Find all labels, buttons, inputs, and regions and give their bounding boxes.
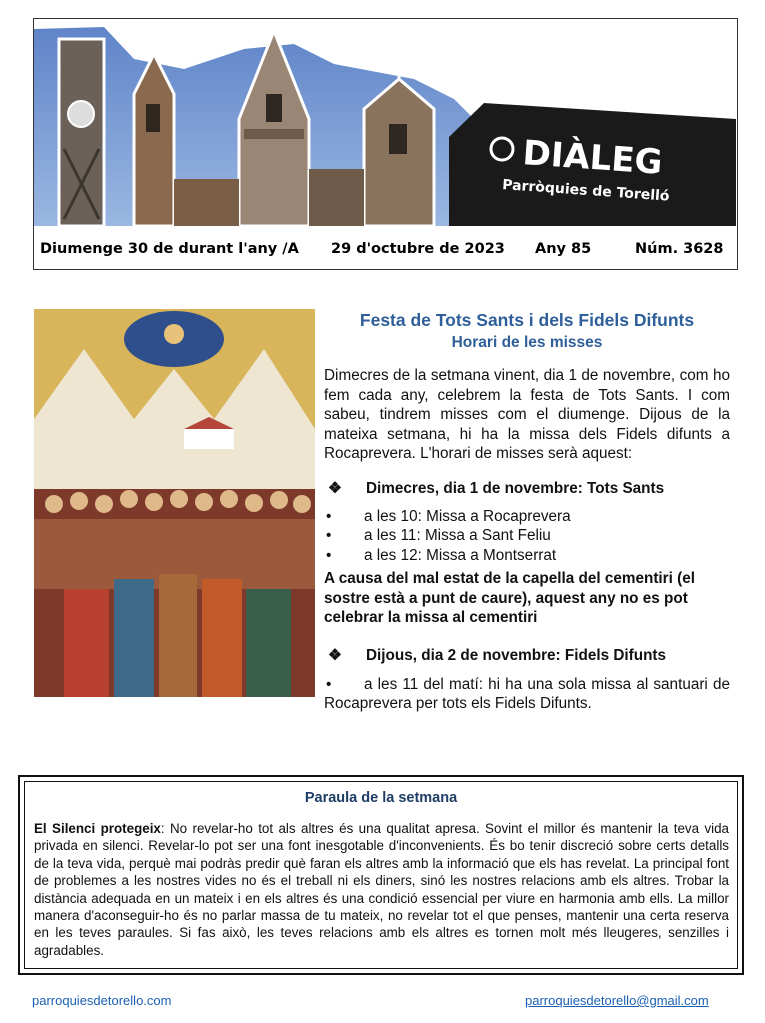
all-saints-icon-image: [34, 309, 315, 697]
issue-info-row: [34, 229, 736, 269]
paraula-box: [18, 775, 744, 975]
article-all-saints: [324, 308, 730, 714]
issue-date: 29 d'octubre de 2023: [331, 241, 505, 257]
liturgical-sunday: Diumenge 30 de durant l'any /A: [40, 241, 299, 257]
day1-label: Dimecres, dia 1 de novembre: Tots Sants: [366, 479, 665, 497]
bullet-icon: •: [326, 507, 332, 525]
day2-mass: • a les 11 del matí: hi ha una sola missa al santuari de Rocaprevera per tots els Fidels Difunts.: [324, 675, 730, 712]
diamond-bullet-icon: ❖: [328, 646, 342, 664]
cemetery-warning: A causa del mal estat de la capella del cementiri (el sostre està a punt de caure), aquest any no es pot celebrar la missa al cementiri: [324, 570, 695, 626]
paraula-body: : No revelar-ho tot als altres és una qualitat apresa. Sovint el millor és mantenir la teva vida privada en silenci. Revelar-lo pot ser una font inesgotable d'inconvenients. És bo tenir discreció sobre certs detalls de la teva vida, perquè mai podràs predir què faran els altres amb la informació que els has revelat. La principal font de problemes a les nostres vides no és el treball ni els diners, sinó les nostres relacions amb els altres. Trobar la distància adequada en un mateix i en els altres és una condició essencial per viure en harmonia amb ells. La millor manera d'aconseguir-ho és no parlar massa de tu mateix, no revelar tot el que penses, mantenir una certa reserva en les teves paraules. Si fas això, les teves relacions amb els altres es tornen molt més lleugeres, senzilles i agradables.: [34, 821, 730, 958]
footer-website-link[interactable]: parroquiesdetorello.com: [32, 993, 172, 1008]
day2-label: Dijous, dia 2 de novembre: Fidels Difunts: [366, 646, 667, 664]
bell-towers-image: [34, 19, 736, 226]
article-intro: Dimecres de la setmana vinent, dia 1 de novembre, com ho fem cada any, celebrem la festa de Tots Sants. I com sabeu, tindrem misses com el diumenge. Dijous de la mateixa setmana, hi ha la missa dels Fidels difunts a Rocaprevera. L'horari de misses serà aquest:: [324, 367, 730, 462]
article-subtitle: Horari de les misses: [451, 334, 603, 351]
day1-heading: [324, 479, 730, 499]
bullet-icon: •: [326, 527, 332, 544]
bullet-icon: •: [326, 675, 332, 693]
day2-heading: [324, 646, 730, 666]
paraula-lead: El Silenci protegeix: [34, 821, 161, 836]
article-title: Festa de Tots Sants i dels Fidels Difunts: [359, 310, 695, 330]
brand-title: DIÀLEG: [521, 133, 664, 183]
list-item: • a les 11: Missa a Sant Feliu: [326, 527, 551, 544]
issue-year: Any 85: [535, 241, 592, 257]
day1-mass-list: [324, 507, 730, 566]
bullet-icon: •: [326, 546, 332, 564]
list-item: • a les 10: Missa a Rocaprevera: [326, 507, 571, 525]
paraula-text: [34, 820, 729, 959]
list-item: • a les 12: Missa a Montserrat: [326, 546, 557, 564]
header-banner: [33, 18, 738, 270]
footer-email-link[interactable]: parroquiesdetorello@gmail.com: [525, 993, 709, 1008]
paraula-title: Paraula de la setmana: [304, 790, 458, 806]
issue-number: Núm. 3628: [635, 241, 724, 257]
brand-subtitle: Parròquies de Torelló: [501, 177, 670, 205]
diamond-bullet-icon: ❖: [328, 479, 342, 497]
